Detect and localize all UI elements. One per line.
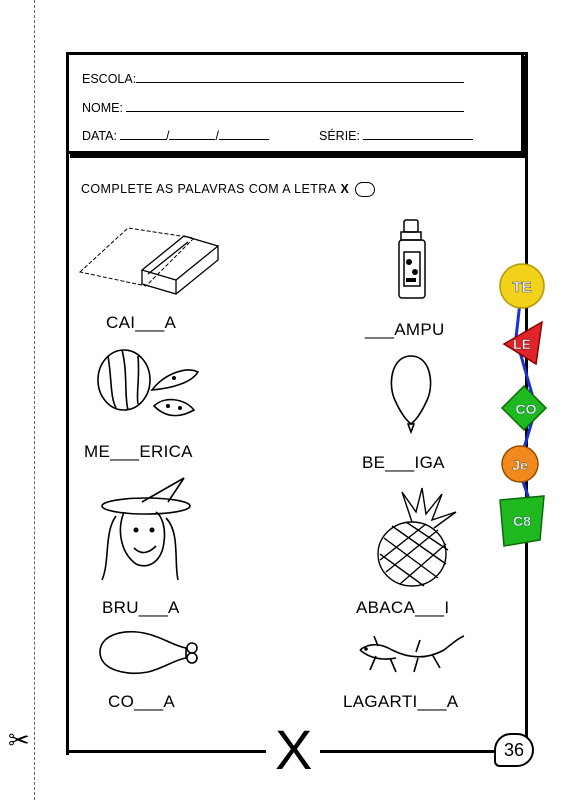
- shampoo-bottle-icon: [394, 218, 436, 300]
- word-xampu: ___AMPU: [365, 320, 445, 339]
- witch-icon: [96, 472, 196, 582]
- instruction-letter: X: [340, 182, 350, 196]
- serie-label: SÉRIE:: [319, 129, 360, 143]
- side-tabs: [490, 260, 566, 560]
- cloud-icon: [355, 182, 375, 197]
- word-abacaxi: ABACA___I: [356, 598, 450, 617]
- pineapple-icon: [372, 486, 464, 590]
- instruction: [81, 182, 375, 197]
- escola-label: ESCOLA:: [82, 72, 137, 86]
- escola-row: [82, 70, 464, 86]
- word-bexiga: BE___IGA: [362, 453, 445, 472]
- box-icon: [76, 224, 226, 296]
- side-tab-label: CO: [515, 401, 537, 417]
- month-field[interactable]: [169, 127, 215, 140]
- side-tab-label: LE: [513, 336, 531, 352]
- side-tab-green-diamond[interactable]: [502, 386, 546, 430]
- big-letter: X: [275, 718, 313, 781]
- year-field[interactable]: [219, 127, 269, 140]
- data-label: DATA:: [82, 129, 117, 143]
- day-field[interactable]: [120, 127, 166, 140]
- word-mexerica: ME___ERICA: [84, 442, 193, 461]
- side-tab-green-square[interactable]: [500, 496, 544, 546]
- bottom-border-right: [320, 750, 496, 753]
- word-caixa: CAI___A: [106, 313, 177, 332]
- data-row: [82, 127, 269, 143]
- tangerine-icon: [94, 344, 204, 422]
- balloon-icon: [386, 352, 436, 436]
- instruction-text: COMPLETE AS PALAVRAS COM A LETRA: [81, 182, 337, 196]
- word-lagartixa: LAGARTI___A: [343, 692, 459, 711]
- side-tab-label: C8: [513, 513, 531, 529]
- bottom-border-left: [66, 750, 266, 753]
- word-coxa: CO___A: [108, 692, 176, 711]
- side-tab-label: Je: [512, 457, 528, 473]
- date-separator: /: [165, 129, 170, 143]
- cut-line: [34, 0, 35, 800]
- side-tab-orange[interactable]: [502, 446, 538, 482]
- nome-row: [82, 99, 464, 115]
- scissors-icon: ✂: [8, 726, 30, 756]
- date-separator: /: [215, 129, 219, 143]
- side-tab-yellow[interactable]: [500, 264, 544, 308]
- nome-field[interactable]: [126, 99, 464, 112]
- serie-row: [319, 127, 473, 143]
- escola-field[interactable]: [136, 70, 464, 83]
- serie-field[interactable]: [363, 127, 473, 140]
- nome-label: NOME:: [82, 101, 123, 115]
- lizard-icon: [356, 630, 466, 678]
- page-number: 36: [494, 733, 534, 767]
- side-tab-label: TE: [512, 279, 532, 296]
- word-bruxa: BRU___A: [102, 598, 180, 617]
- header-box: [66, 52, 524, 154]
- chicken-leg-icon: [96, 626, 202, 678]
